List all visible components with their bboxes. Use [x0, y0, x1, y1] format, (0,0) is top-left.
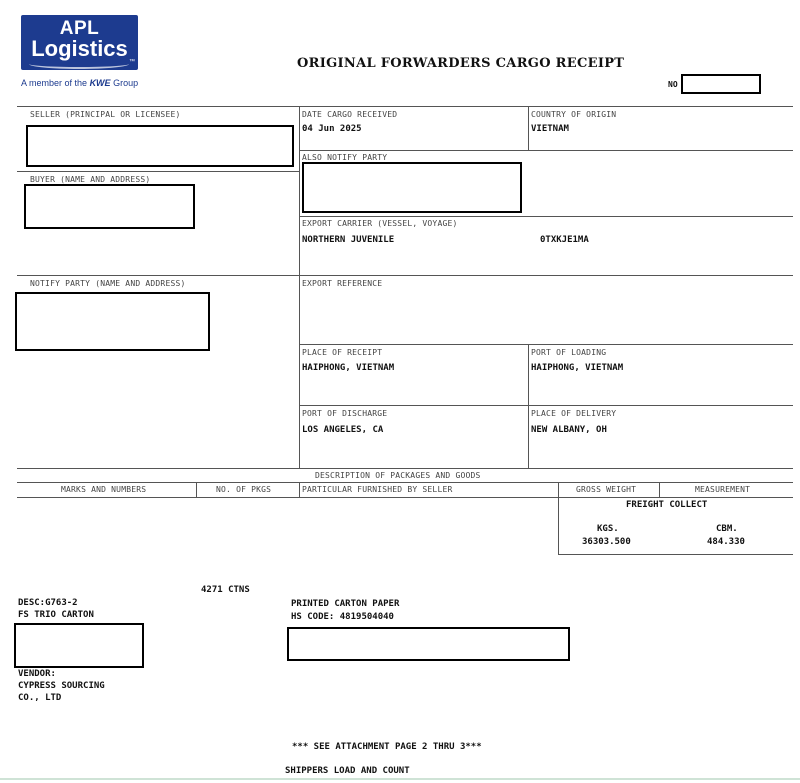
kgs-value: 36303.500 — [582, 537, 631, 547]
member-prefix: A member of the — [21, 78, 88, 88]
divider — [299, 106, 300, 468]
desc-line: DESC:G763-2 — [18, 598, 78, 608]
redacted-notify-party — [15, 292, 210, 351]
port-loading-label: PORT OF LOADING — [531, 348, 607, 357]
country-origin-value: VIETNAM — [531, 124, 569, 134]
divider — [196, 482, 197, 497]
col-gross-weight: GROSS WEIGHT — [576, 485, 637, 494]
divider — [299, 216, 793, 217]
col-particular: PARTICULAR FURNISHED BY SELLER — [302, 485, 453, 494]
freight-collect: FREIGHT COLLECT — [626, 500, 708, 510]
col-marks-numbers: MARKS AND NUMBERS — [61, 485, 147, 494]
place-receipt-value: HAIPHONG, VIETNAM — [302, 363, 395, 373]
port-loading-value: HAIPHONG, VIETNAM — [531, 363, 624, 373]
divider — [299, 482, 300, 497]
apl-logistics-logo — [21, 15, 138, 70]
carrier-vessel: NORTHERN JUVENILE — [302, 235, 395, 245]
port-discharge-label: PORT OF DISCHARGE — [302, 409, 388, 418]
place-delivery-label: PLACE OF DELIVERY — [531, 409, 617, 418]
logo-line2: Logistics — [31, 36, 128, 61]
vendor-name-line1: CYPRESS SOURCING — [18, 681, 105, 691]
vendor-label: VENDOR: — [18, 669, 56, 679]
attachment-note: *** SEE ATTACHMENT PAGE 2 THRU 3*** — [292, 742, 482, 752]
place-receipt-label: PLACE OF RECEIPT — [302, 348, 383, 357]
redacted-marks — [14, 623, 144, 668]
divider — [299, 150, 793, 151]
carton-count: 4271 CTNS — [201, 585, 250, 595]
divider — [299, 405, 793, 406]
page-bottom-edge — [0, 778, 800, 780]
no-label: NO — [668, 80, 678, 89]
notify-party-label: NOTIFY PARTY (NAME AND ADDRESS) — [30, 279, 186, 288]
divider — [17, 275, 793, 276]
hs-code: HS CODE: 4819504040 — [291, 612, 394, 622]
cbm-label: CBM. — [716, 524, 738, 534]
divider — [17, 497, 793, 498]
divider — [17, 482, 793, 483]
kgs-label: KGS. — [597, 524, 619, 534]
document-title: ORIGINAL FORWARDERS CARGO RECEIPT — [297, 56, 625, 71]
date-received-value: 04 Jun 2025 — [302, 124, 362, 134]
also-notify-label: ALSO NOTIFY PARTY — [302, 153, 388, 162]
shippers-load-count: SHIPPERS LOAD AND COUNT — [285, 766, 410, 776]
buyer-label: BUYER (NAME AND ADDRESS) — [30, 175, 151, 184]
redacted-number — [681, 74, 761, 94]
divider — [528, 344, 529, 468]
vendor-name-line2: CO., LTD — [18, 693, 62, 703]
export-reference-label: EXPORT REFERENCE — [302, 279, 383, 288]
date-received-label: DATE CARGO RECEIVED — [302, 110, 398, 119]
redacted-buyer — [24, 184, 195, 229]
logo-tm: ™ — [129, 59, 135, 65]
country-origin-label: COUNTRY OF ORIGIN — [531, 110, 617, 119]
divider — [17, 468, 793, 469]
divider — [659, 482, 660, 497]
fs-line: FS TRIO CARTON — [18, 610, 94, 620]
logo-swoosh-icon — [29, 59, 129, 69]
redacted-also-notify — [302, 162, 522, 213]
divider — [558, 482, 559, 554]
divider — [558, 554, 793, 555]
goods-section-label: DESCRIPTION OF PACKAGES AND GOODS — [315, 471, 481, 480]
export-carrier-label: EXPORT CARRIER (VESSEL, VOYAGE) — [302, 219, 458, 228]
redacted-seller — [26, 125, 294, 167]
col-no-of-pkgs: NO. OF PKGS — [216, 485, 272, 494]
port-discharge-value: LOS ANGELES, CA — [302, 425, 384, 435]
member-brand: KWE — [89, 78, 111, 88]
place-delivery-value: NEW ALBANY, OH — [531, 425, 607, 435]
divider — [299, 344, 793, 345]
seller-label: SELLER (PRINCIPAL OR LICENSEE) — [30, 110, 181, 119]
carrier-voyage: 0TXKJE1MA — [540, 235, 589, 245]
redacted-description — [287, 627, 570, 661]
col-measurement: MEASUREMENT — [695, 485, 751, 494]
product-description: PRINTED CARTON PAPER — [291, 599, 400, 609]
divider — [528, 106, 529, 150]
member-suffix: Group — [113, 78, 139, 88]
divider — [17, 106, 793, 107]
logo-line1: APL — [59, 18, 100, 39]
divider — [17, 171, 299, 172]
member-tagline — [21, 78, 138, 88]
cbm-value: 484.330 — [707, 537, 745, 547]
